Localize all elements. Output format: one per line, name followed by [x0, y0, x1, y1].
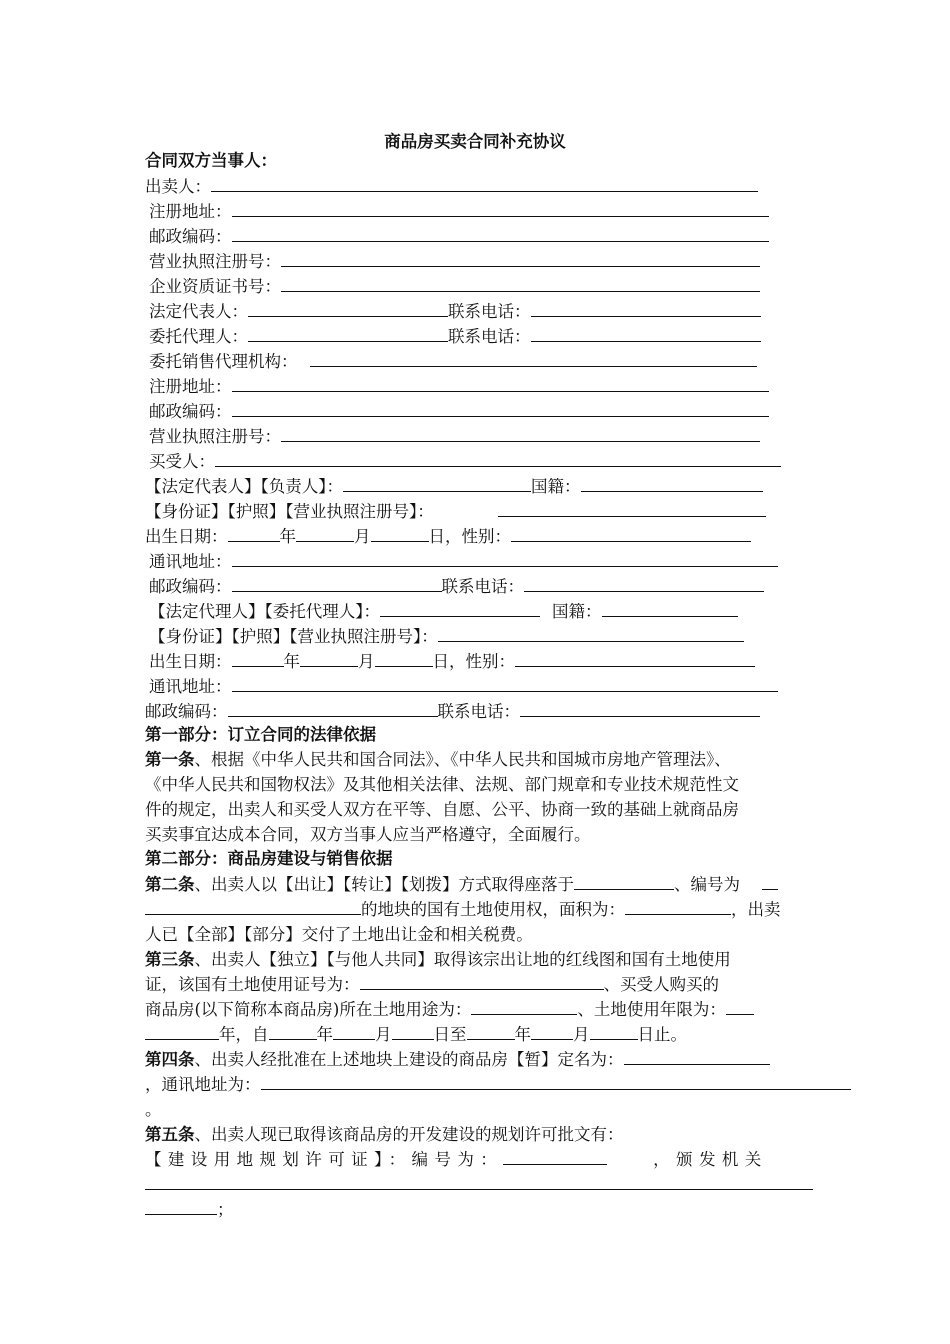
- art2-text-e: 人已【全部】【部分】交付了土地出让金和相关税费。: [145, 925, 533, 944]
- art5-text-c: ，颁发机关: [653, 1150, 768, 1169]
- seller-label: 出卖人：: [145, 177, 211, 196]
- art5-label: 第五条: [145, 1125, 195, 1144]
- art3-text-a: 、出卖人【独立】【与他人共同】取得该宗出让地的红线图和国有土地使用: [194, 950, 731, 969]
- art3-term-blank-2[interactable]: [145, 1023, 219, 1040]
- legal-rep-blank[interactable]: [248, 300, 448, 317]
- buyer-agent-row: [149, 600, 738, 622]
- buyer-id2-blank[interactable]: [438, 625, 744, 642]
- art2-number-blank-2[interactable]: [145, 898, 361, 915]
- buyer-nationality2-label: 国籍：: [552, 602, 602, 621]
- art2-text-b: 、编号为: [674, 875, 740, 894]
- buyer-postcode2-label: 邮政编码：: [145, 702, 228, 721]
- art2-area-blank[interactable]: [625, 898, 731, 915]
- art3-text-j: 年: [514, 1025, 531, 1044]
- license2-row: [149, 425, 760, 447]
- art4-text-b: ，通讯地址为：: [145, 1075, 261, 1094]
- art4-name-blank[interactable]: [624, 1048, 770, 1065]
- agent-row: [149, 325, 761, 347]
- qualification-blank[interactable]: [281, 275, 760, 292]
- birth-month-blank[interactable]: [296, 525, 354, 542]
- license2-blank[interactable]: [281, 425, 760, 442]
- art4-label: 第四条: [145, 1050, 195, 1069]
- reg-address-label: 注册地址：: [149, 202, 232, 221]
- buyer-row: [149, 450, 781, 472]
- license2-label: 营业执照注册号：: [149, 427, 281, 446]
- art5-authority-blank[interactable]: [145, 1173, 813, 1190]
- buyer-birth-label: 出生日期：: [145, 527, 228, 546]
- art3-text-h: 月: [375, 1025, 392, 1044]
- art1-line2: 《中华人民共和国物权法》及其他相关法律、法规、部门规章和专业技术规范性文: [145, 775, 739, 794]
- art3-start-day[interactable]: [392, 1023, 434, 1040]
- agent-label: 委托代理人：: [149, 327, 248, 346]
- art4-text-c: 。: [145, 1100, 162, 1119]
- part2-heading: 第二部分：商品房建设与销售依据: [145, 849, 393, 868]
- buyer-address-row: [149, 550, 778, 572]
- birth-year-blank[interactable]: [228, 525, 280, 542]
- license-blank[interactable]: [281, 250, 760, 267]
- phone2-blank[interactable]: [531, 325, 761, 342]
- art1-line4: 买卖事宜达成本合同，双方当事人应当严格遵守，全面履行。: [145, 825, 591, 844]
- gender2-blank[interactable]: [515, 650, 755, 667]
- sales-agency-blank[interactable]: [310, 350, 757, 367]
- art2-location-blank[interactable]: [574, 873, 674, 890]
- seller-row: [145, 175, 758, 197]
- birth-day-blank[interactable]: [371, 525, 429, 542]
- art5-text-a: 、出卖人现已取得该商品房的开发建设的规划许可批文有：: [194, 1125, 624, 1144]
- art3-text-f: 年，自: [219, 1025, 269, 1044]
- license-label: 营业执照注册号：: [149, 252, 281, 271]
- buyer-id-blank[interactable]: [498, 500, 766, 517]
- art3-start-month[interactable]: [333, 1023, 375, 1040]
- art2-text-a: 、出卖人以【出让】【转让】【划拨】方式取得座落于: [194, 875, 574, 894]
- art2-number-blank[interactable]: [762, 873, 778, 890]
- buyer-postcode2-row: [145, 700, 760, 722]
- art2-label: 第二条: [145, 875, 195, 894]
- sales-agency-label: 委托销售代理机构：: [149, 352, 298, 371]
- buyer-id-label: 【身份证】【护照】【营业执照注册号】：: [145, 502, 434, 521]
- art2-text-c: 的地块的国有土地使用权，面积为：: [361, 900, 625, 919]
- art3-certificate-blank[interactable]: [360, 973, 604, 990]
- buyer-nationality-label: 国籍：: [531, 477, 581, 496]
- legal-rep-label: 法定代表人：: [149, 302, 248, 321]
- postcode-row: [149, 225, 769, 247]
- art3-end-year[interactable]: [467, 1023, 515, 1040]
- art4-address-blank[interactable]: [261, 1073, 851, 1090]
- seller-blank[interactable]: [211, 175, 758, 192]
- art1-line3: 件的规定，出卖人和买受人双方在平等、自愿、公平、协商一致的基础上就商品房: [145, 800, 739, 819]
- art3-text-g: 年: [316, 1025, 333, 1044]
- buyer-rep-blank[interactable]: [343, 475, 531, 492]
- month-label: 月: [354, 527, 371, 546]
- phone2-label: 联系电话：: [448, 327, 531, 346]
- buyer-rep-row: [145, 475, 763, 497]
- reg-address-row: [149, 200, 769, 222]
- buyer-rep-label: 【法定代表人】【负责人】：: [145, 477, 343, 496]
- phone-label: 联系电话：: [448, 302, 531, 321]
- day-gender-label: 日，性别：: [428, 527, 511, 546]
- art3-use-blank[interactable]: [471, 998, 577, 1015]
- buyer-label: 买受人：: [149, 452, 215, 471]
- art1-label: 第一条: [145, 750, 195, 769]
- birth2-year-blank[interactable]: [232, 650, 284, 667]
- buyer-blank[interactable]: [215, 450, 781, 467]
- buyer-postcode2-blank[interactable]: [228, 700, 438, 717]
- article-2: [145, 872, 781, 947]
- page-title: 商品房买卖合同补充协议: [384, 132, 566, 151]
- art3-end-day[interactable]: [590, 1023, 638, 1040]
- art3-start-year[interactable]: [269, 1023, 317, 1040]
- art4-text-a: 、出卖人经批准在上述地块上建设的商品房【暂】定名为：: [194, 1050, 624, 1069]
- art3-term-blank[interactable]: [726, 998, 754, 1015]
- legal-rep-row: [149, 300, 761, 322]
- art5-number-blank[interactable]: [503, 1148, 607, 1165]
- year2-label: 年: [283, 652, 300, 671]
- month2-label: 月: [358, 652, 375, 671]
- buyer-id2-label: 【身份证】【护照】【营业执照注册号】：: [149, 627, 438, 646]
- agent-blank[interactable]: [248, 325, 448, 342]
- buyer-postcode-label: 邮政编码：: [149, 577, 232, 596]
- buyer-nationality-blank[interactable]: [581, 475, 763, 492]
- year-label: 年: [279, 527, 296, 546]
- postcode2-blank[interactable]: [232, 400, 769, 417]
- buyer-birth2-label: 出生日期：: [149, 652, 232, 671]
- art5-text-b: 【建设用地规划许可证】：编号为：: [145, 1150, 504, 1169]
- reg-address2-label: 注册地址：: [149, 377, 232, 396]
- article-3: [145, 947, 754, 1047]
- buyer-postcode-row: [149, 575, 764, 597]
- article-1: [145, 747, 739, 847]
- art3-text-l: 日止。: [637, 1025, 687, 1044]
- postcode2-row: [149, 400, 769, 422]
- buyer-phone2-blank[interactable]: [520, 700, 760, 717]
- buyer-phone-label: 联系电话：: [441, 577, 524, 596]
- art3-label: 第三条: [145, 950, 195, 969]
- gender-blank[interactable]: [511, 525, 751, 542]
- art5-text-d: ；: [217, 1200, 234, 1219]
- buyer-agent-blank[interactable]: [380, 600, 540, 617]
- sales-agency-row: [149, 350, 757, 372]
- buyer-address-label: 通讯地址：: [149, 552, 232, 571]
- buyer-address2-row: [149, 675, 778, 697]
- reg-address2-row: [149, 375, 769, 397]
- reg-address-blank[interactable]: [232, 200, 769, 217]
- postcode2-label: 邮政编码：: [149, 402, 232, 421]
- art3-text-k: 月: [573, 1025, 590, 1044]
- buyer-agent-label: 【法定代理人】【委托代理人】：: [149, 602, 380, 621]
- buyer-phone-blank[interactable]: [524, 575, 764, 592]
- phone-blank[interactable]: [531, 300, 761, 317]
- art3-text-i: 日至: [433, 1025, 467, 1044]
- art3-text-d: 商品房(以下简称本商品房)所在土地用途为：: [145, 1000, 472, 1019]
- art3-end-month[interactable]: [531, 1023, 573, 1040]
- article-4: [145, 1047, 851, 1122]
- qualification-label: 企业资质证书号：: [149, 277, 281, 296]
- buyer-address2-blank[interactable]: [232, 675, 778, 692]
- buyer-id-row: [145, 500, 766, 522]
- buyer-address-blank[interactable]: [232, 550, 778, 567]
- art3-text-c: 、买受人购买的: [603, 975, 719, 994]
- parties-heading: 合同双方当事人：: [145, 151, 277, 170]
- buyer-phone2-label: 联系电话：: [437, 702, 520, 721]
- buyer-postcode-blank[interactable]: [232, 575, 442, 592]
- art3-text-b: 证，该国有土地使用证号为：: [145, 975, 360, 994]
- buyer-birth2-row: [149, 650, 755, 672]
- art3-text-e: 、土地使用年限为：: [577, 1000, 726, 1019]
- postcode-blank[interactable]: [232, 225, 769, 242]
- qualification-row: [149, 275, 760, 297]
- reg-address2-blank[interactable]: [232, 375, 769, 392]
- part1-heading: 第一部分：订立合同的法律依据: [145, 725, 376, 744]
- art5-authority-blank-2[interactable]: [145, 1198, 217, 1215]
- postcode-label: 邮政编码：: [149, 227, 232, 246]
- buyer-birth-row: [145, 525, 751, 547]
- art2-text-d: ，出卖: [731, 900, 781, 919]
- buyer-nationality2-blank[interactable]: [602, 600, 738, 617]
- art1-line1: 、根据《中华人民共和国合同法》、《中华人民共和国城市房地产管理法》、: [194, 750, 731, 769]
- buyer-id2-row: [149, 625, 744, 647]
- article-5: [145, 1122, 813, 1222]
- birth2-month-blank[interactable]: [300, 650, 358, 667]
- day2-gender-label: 日，性别：: [432, 652, 515, 671]
- birth2-day-blank[interactable]: [375, 650, 433, 667]
- buyer-address2-label: 通讯地址：: [149, 677, 232, 696]
- license-row: [149, 250, 760, 272]
